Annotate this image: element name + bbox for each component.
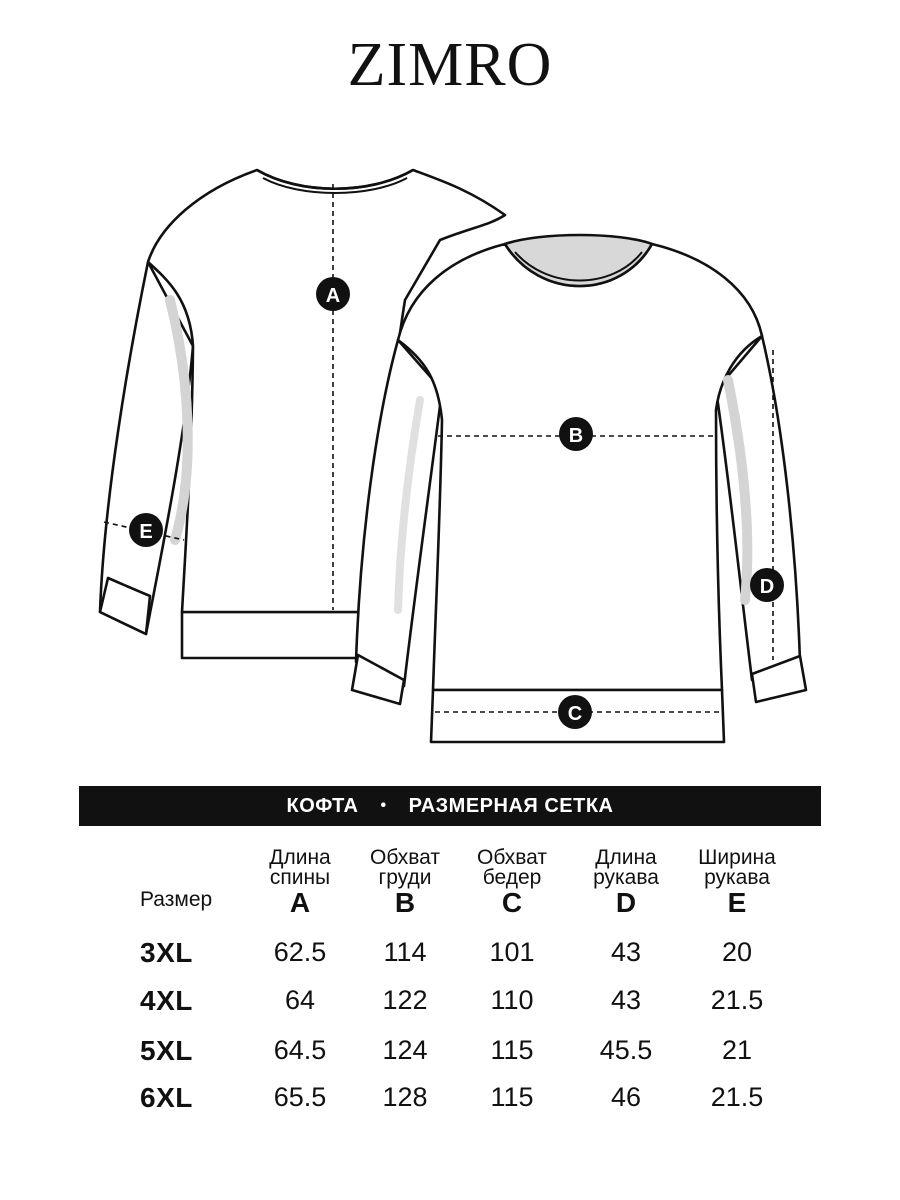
banner-separator: • [380,797,387,814]
svg-text:E: E [139,521,153,543]
marker-d [750,568,784,602]
marker-c [558,695,592,729]
row-size: 5XL [140,1035,193,1066]
row-size: 6XL [140,1082,193,1113]
table-cell: 110 [490,985,534,1015]
column-letter: B [394,887,416,918]
table-cell: 122 [382,985,428,1015]
banner-product: КОФТА [286,794,359,817]
table-cell: 115 [490,1035,534,1065]
brand-logo: ZIMRO [347,31,553,99]
column-letter: D [615,887,637,918]
row-size: 3XL [140,937,193,968]
column-header: Ширина рукава [698,846,776,889]
table-cell: 21 [721,1035,753,1065]
column-header: Обхват груди [370,846,440,889]
table-cell: 62.5 [273,937,327,967]
column-header: Обхват бедер [477,846,547,889]
marker-a [316,277,350,311]
size-column-label: Размер [140,888,213,911]
table-cell: 65.5 [273,1082,327,1112]
svg-text:C: C [567,703,583,725]
size-chart-banner [79,786,821,826]
table-cell: 46 [610,1082,642,1112]
marker-b [559,417,593,451]
table-cell: 20 [721,937,753,967]
table-cell: 45.5 [599,1035,653,1065]
row-size: 4XL [140,985,193,1016]
table-cell: 115 [490,1082,534,1112]
table-cell: 21.5 [710,985,764,1015]
table-cell: 64 [284,985,316,1015]
column-header: Длина спины [269,846,331,889]
column-header: Длина рукава [593,846,659,889]
svg-text:B: B [568,425,584,447]
table-cell: 101 [489,937,535,967]
table-cell: 21.5 [710,1082,764,1112]
marker-e [129,513,163,547]
svg-text:A: A [325,285,341,307]
banner-title: РАЗМЕРНАЯ СЕТКА [408,794,614,817]
table-cell: 64.5 [273,1035,327,1065]
table-cell: 43 [610,985,642,1015]
table-cell: 114 [383,937,427,967]
column-letter: A [289,887,311,918]
column-letter: C [501,887,523,918]
table-cell: 128 [382,1082,428,1112]
table-cell: 124 [382,1035,428,1065]
front-view [352,235,806,742]
column-letter: E [727,887,747,918]
svg-text:D: D [759,576,775,598]
table-cell: 43 [610,937,642,967]
